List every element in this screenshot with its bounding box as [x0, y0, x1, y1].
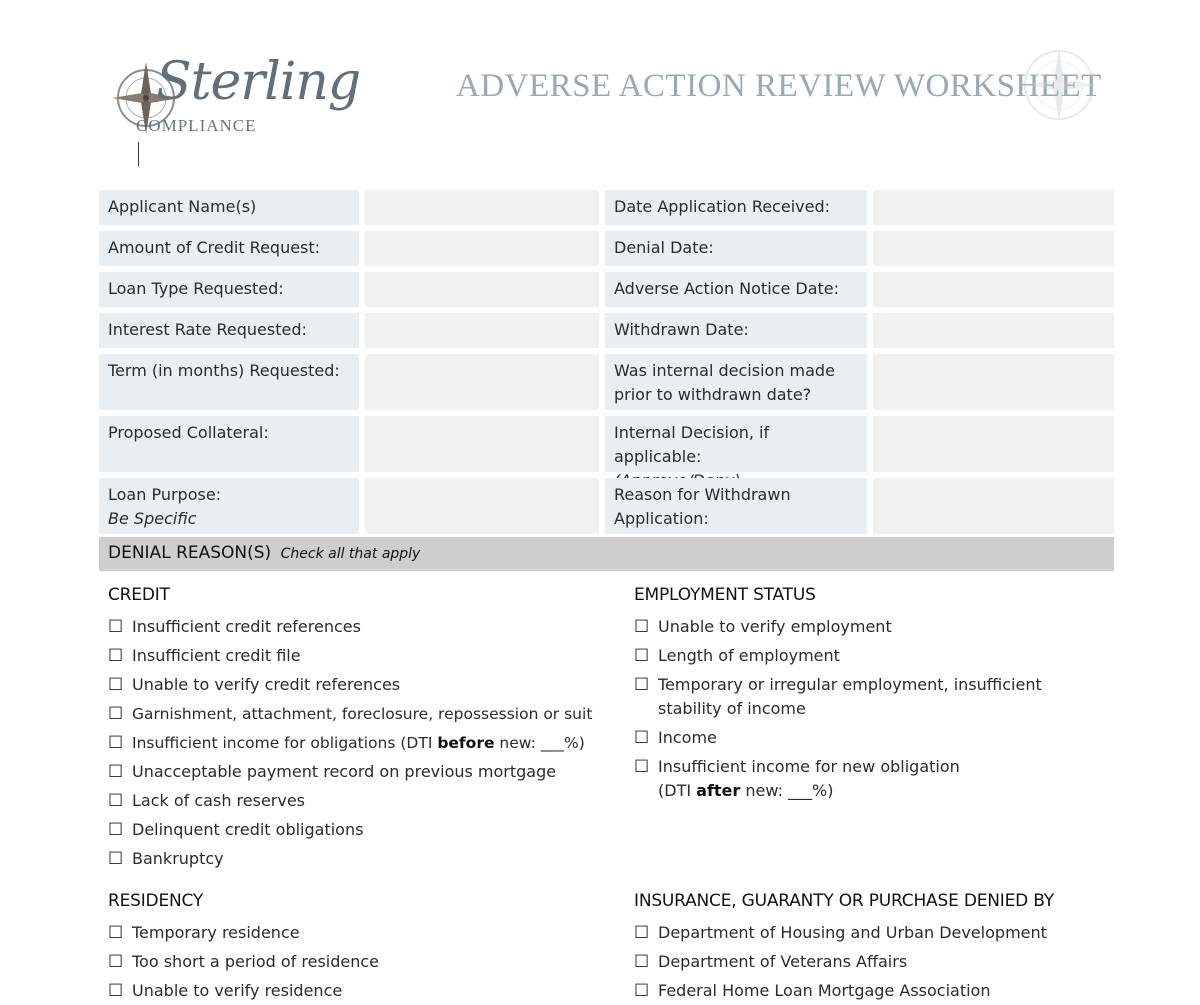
insurance-title: INSURANCE, GUARANTY OR PURCHASE DENIED BY — [634, 891, 1054, 911]
checkbox[interactable]: ☐ — [634, 617, 650, 637]
label-line: Temporary or irregular employment, insufficient — [658, 675, 1042, 694]
applicant-info-table — [99, 190, 1114, 540]
checkbox[interactable]: ☐ — [634, 757, 650, 777]
checkbox-label: Bankruptcy — [132, 849, 224, 868]
label-text: (DTI — [658, 781, 697, 800]
checkbox-label — [658, 755, 960, 803]
credit-title: CREDIT — [108, 585, 170, 605]
info-row — [99, 313, 1114, 348]
checkbox-item[interactable] — [634, 950, 1134, 974]
checkbox[interactable]: ☐ — [634, 728, 650, 748]
checkbox-label: Unable to verify residence — [132, 981, 343, 1000]
checkbox-item[interactable] — [634, 726, 1134, 750]
checkbox[interactable]: ☐ — [634, 981, 650, 1001]
employment-section — [634, 580, 1134, 803]
checkbox-item[interactable] — [634, 615, 1134, 639]
checkbox-label: Temporary residence — [132, 923, 300, 942]
checkbox-label: Unacceptable payment record on previous mortgage — [132, 762, 557, 781]
withdrawn-date-field[interactable] — [873, 313, 1114, 348]
checkbox[interactable]: ☐ — [634, 675, 650, 695]
internal-decision-question-label — [605, 354, 867, 410]
checkbox[interactable]: ☐ — [108, 704, 124, 724]
label-bold-text: before — [437, 734, 495, 752]
term-field[interactable] — [365, 354, 599, 410]
label-note: Be Specific — [108, 509, 197, 528]
checkbox-item[interactable] — [108, 847, 608, 871]
denial-reasons-title: DENIAL REASON(S) — [108, 543, 272, 563]
checkbox[interactable]: ☐ — [108, 923, 124, 943]
checkbox-item[interactable] — [108, 673, 608, 697]
checkbox-item[interactable] — [634, 673, 1134, 721]
checkbox-item[interactable] — [108, 702, 608, 726]
loan-type-label: Loan Type Requested: — [99, 272, 359, 307]
insurance-section — [634, 886, 1134, 1003]
logo-script-text: Sterling — [156, 52, 361, 112]
residency-title: RESIDENCY — [108, 891, 204, 911]
label-line: Was internal decision made — [614, 361, 835, 380]
label-text: Insufficient income for obligations (DTI — [132, 734, 438, 752]
label-text: new: ___%) — [494, 734, 585, 752]
collateral-label: Proposed Collateral: — [99, 416, 359, 472]
logo-sub-text: COMPLIANCE — [136, 116, 257, 135]
withdrawn-date-label: Withdrawn Date: — [605, 313, 867, 348]
checkbox-item[interactable] — [108, 921, 608, 945]
date-received-label: Date Application Received: — [605, 190, 867, 225]
checkbox[interactable]: ☐ — [108, 646, 124, 666]
employment-title: EMPLOYMENT STATUS — [634, 585, 816, 605]
denial-date-field[interactable] — [873, 231, 1114, 266]
applicant-name-label: Applicant Name(s) — [99, 190, 359, 225]
loan-purpose-field[interactable] — [365, 478, 599, 534]
checkbox-label: Unable to verify employment — [658, 617, 892, 636]
checkbox[interactable]: ☐ — [634, 646, 650, 666]
denial-date-label: Denial Date: — [605, 231, 867, 266]
company-logo — [108, 50, 361, 170]
date-received-field[interactable] — [873, 190, 1114, 225]
withdrawn-reason-field[interactable] — [873, 478, 1114, 534]
denial-reasons-note: Check all that apply — [280, 546, 421, 562]
checkbox-item[interactable] — [634, 979, 1134, 1003]
checkbox-label: Length of employment — [658, 646, 840, 665]
loan-type-field[interactable] — [365, 272, 599, 307]
label-line: Application: — [614, 509, 709, 528]
checkbox-label: Insufficient credit file — [132, 646, 301, 665]
info-row — [99, 272, 1114, 307]
page-title: ADVERSE ACTION REVIEW WORKSHEET — [456, 68, 1102, 104]
info-row — [99, 416, 1114, 472]
denial-reasons-header — [99, 537, 1114, 571]
checkbox[interactable]: ☐ — [108, 820, 124, 840]
notice-date-label: Adverse Action Notice Date: — [605, 272, 867, 307]
info-row — [99, 231, 1114, 266]
checkbox-label — [658, 673, 1042, 721]
checkbox-item[interactable] — [108, 979, 608, 1003]
credit-amount-field[interactable] — [365, 231, 599, 266]
withdrawn-reason-label — [605, 478, 867, 534]
notice-date-field[interactable] — [873, 272, 1114, 307]
checkbox-item[interactable] — [108, 615, 608, 639]
checkbox-label: Insufficient credit references — [132, 617, 361, 636]
checkbox[interactable]: ☐ — [108, 791, 124, 811]
checkbox-label: Too short a period of residence — [132, 952, 380, 971]
internal-decision-field[interactable] — [873, 416, 1114, 472]
checkbox-item[interactable] — [108, 789, 608, 813]
checkbox-label: Income — [658, 728, 717, 747]
compass-watermark-icon — [1018, 44, 1100, 126]
loan-purpose-label — [99, 478, 359, 534]
checkbox[interactable]: ☐ — [108, 675, 124, 695]
checkbox[interactable]: ☐ — [634, 923, 650, 943]
checkbox[interactable]: ☐ — [634, 952, 650, 972]
label-line: Insufficient income for new obligation — [658, 757, 960, 776]
checkbox[interactable]: ☐ — [108, 952, 124, 972]
checkbox-item[interactable] — [108, 731, 608, 755]
checkbox-item[interactable] — [108, 760, 608, 784]
label-line: Loan Purpose: — [108, 485, 222, 504]
checkbox[interactable]: ☐ — [108, 981, 124, 1001]
checkbox[interactable]: ☐ — [108, 733, 124, 753]
interest-rate-field[interactable] — [365, 313, 599, 348]
collateral-field[interactable] — [365, 416, 599, 472]
credit-amount-label: Amount of Credit Request: — [99, 231, 359, 266]
info-row — [99, 354, 1114, 410]
checkbox-label: Lack of cash reserves — [132, 791, 306, 810]
applicant-name-field[interactable] — [365, 190, 599, 225]
interest-rate-label: Interest Rate Requested: — [99, 313, 359, 348]
label-line: stability of income — [658, 699, 806, 718]
checkbox[interactable]: ☐ — [108, 849, 124, 869]
label-bold-text: after — [696, 781, 741, 800]
internal-decision-question-field[interactable] — [873, 354, 1114, 410]
info-row — [99, 190, 1114, 225]
checkbox-label: Federal Home Loan Mortgage Association — [658, 981, 991, 1000]
checkbox-label — [132, 731, 585, 755]
checkbox-item[interactable] — [634, 755, 1134, 803]
checkbox-label: Department of Housing and Urban Development — [658, 923, 1047, 942]
term-label: Term (in months) Requested: — [99, 354, 359, 410]
checkbox-item[interactable] — [634, 921, 1134, 945]
info-row — [99, 478, 1114, 534]
text-cursor — [138, 142, 139, 166]
checkbox-label: Unable to verify credit references — [132, 675, 401, 694]
label-line: prior to withdrawn date? — [614, 385, 812, 404]
checkbox-item[interactable] — [108, 950, 608, 974]
checkbox-item[interactable] — [108, 818, 608, 842]
checkbox-label: Department of Veterans Affairs — [658, 952, 908, 971]
checkbox[interactable]: ☐ — [108, 762, 124, 782]
checkbox-label: Garnishment, attachment, foreclosure, repossession or suit — [132, 705, 593, 723]
checkbox-item[interactable] — [108, 644, 608, 668]
label-line: Internal Decision, if applicable: — [614, 423, 770, 466]
internal-decision-label — [605, 416, 867, 472]
checkbox-item[interactable] — [634, 644, 1134, 668]
residency-section — [108, 886, 608, 1003]
label-line: Reason for Withdrawn — [614, 485, 791, 504]
checkbox-label: Delinquent credit obligations — [132, 820, 364, 839]
label-line — [658, 779, 960, 803]
checkbox[interactable]: ☐ — [108, 617, 124, 637]
credit-section — [108, 580, 608, 871]
label-text: new: ___%) — [740, 781, 834, 800]
